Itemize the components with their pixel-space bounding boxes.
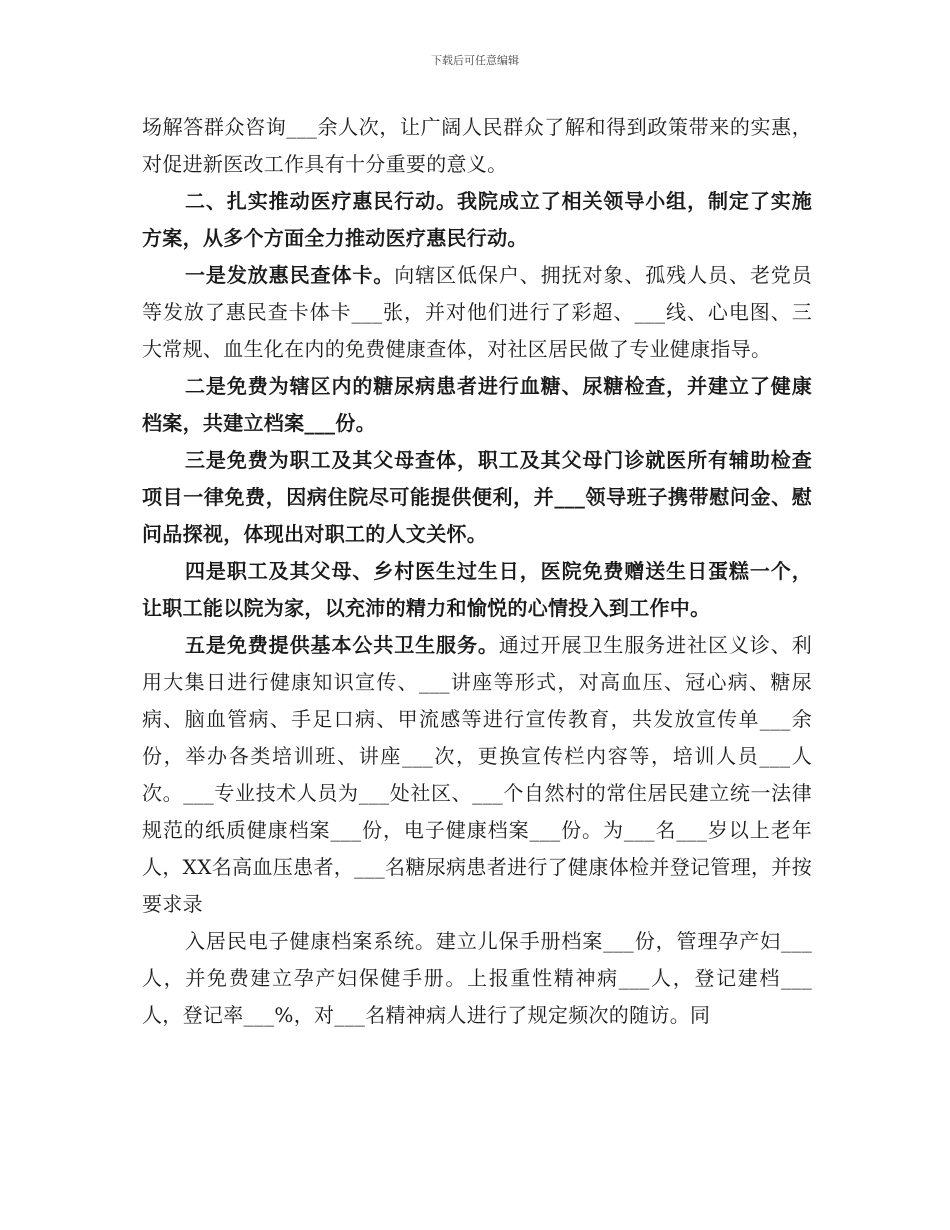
paragraph-1: 场解答群众咨询___余人次，让广阔人民群众了解和得到政策带来的实惠，对促进新医改工作具有十分重要的意义。 bbox=[142, 115, 812, 176]
document-body bbox=[142, 109, 812, 1034]
paragraph-7-body: 通过开展卫生服务进社区义诊、利用大集日进行健康知识宣传、___讲座等形式，对高血压、冠心病、糖尿病、脑血管病、手足口病、甲流感等进行宣传教育，共发放宣传单___余份，举办各类培训班、讲座___次，更换宣传栏内容等，培训人员___人次。___专业技术人员为___处社区、___个自然村的常住居民建立统一法律规范的纸质健康档案___份，电子健康档案___份。为___名___岁以上老年人，XX名高血压患者，___名糖尿病患者进行了健康体检并登记管理，并按要求录 bbox=[142, 633, 813, 916]
paragraph-7-lead: 五是免费提供基本公共卫生服务。 bbox=[185, 633, 499, 657]
paragraph-5: 三是免费为职工及其父母查体，职工及其父母门诊就医所有辅助检查项目一律免费，因病住院尽可能提供便利，并___领导班子携带慰问金、慰问品探视，体现出对职工的人文关怀。 bbox=[142, 448, 812, 546]
paragraph-3 bbox=[142, 257, 812, 368]
paragraph-7 bbox=[142, 627, 812, 923]
section-heading-2: 二、扎实推动医疗惠民行动。我院成立了相关领导小组，制定了实施方案，从多个方面全力推动医疗惠民行动。 bbox=[142, 189, 812, 250]
paragraph-4: 二是免费为辖区内的糖尿病患者进行血糖、尿糖检查，并建立了健康档案，共建立档案___份。 bbox=[142, 374, 812, 435]
paragraph-8: 入居民电子健康档案系统。建立儿保手册档案___份，管理孕产妇___人，并免费建立孕产妇保健手册。上报重性精神病___人，登记建档___人，登记率___%，对___名精神病人进行了规定频次的随访。同 bbox=[142, 929, 812, 1027]
paragraph-6: 四是职工及其父母、乡村医生过生日，医院免费赠送生日蛋糕一个，让职工能以院为家，以充沛的精力和愉悦的心情投入到工作中。 bbox=[142, 559, 812, 620]
page-header: 下载后可任意编辑 bbox=[431, 54, 519, 67]
paragraph-3-lead: 一是发放惠民查体卡。 bbox=[185, 263, 395, 287]
paragraph-3-body: 向辖区低保户、拥抚对象、孤残人员、老党员等发放了惠民查卡体卡___张，并对他们进行了彩超、___线、心电图、三大常规、血生化在内的免费健康查体，对社区居民做了专业健康指导。 bbox=[142, 263, 813, 361]
